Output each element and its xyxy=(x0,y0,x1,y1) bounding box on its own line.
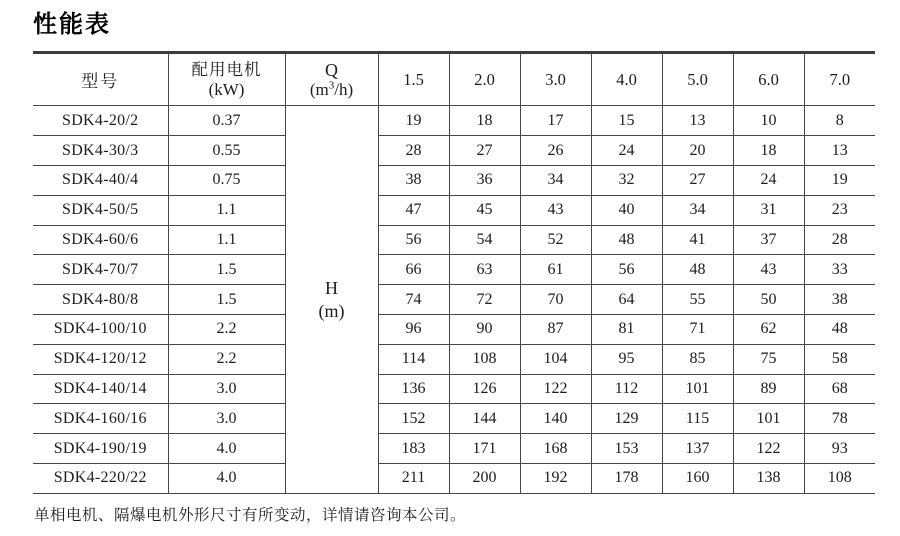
head-value-cell: 27 xyxy=(662,165,733,195)
head-value-cell: 108 xyxy=(449,344,520,374)
head-value-cell: 171 xyxy=(449,434,520,464)
head-value-cell: 168 xyxy=(520,434,591,464)
motor-power-cell: 2.2 xyxy=(168,314,285,344)
model-cell: SDK4-160/16 xyxy=(33,404,168,434)
model-cell: SDK4-220/22 xyxy=(33,463,168,493)
table-row xyxy=(33,463,875,493)
motor-power-cell: 0.37 xyxy=(168,106,285,136)
head-value-cell: 43 xyxy=(733,255,804,285)
head-value-cell: 13 xyxy=(662,106,733,136)
motor-power-cell: 1.1 xyxy=(168,195,285,225)
head-value-cell: 34 xyxy=(662,195,733,225)
head-value-cell: 37 xyxy=(733,225,804,255)
head-value-cell: 31 xyxy=(733,195,804,225)
head-value-cell: 114 xyxy=(378,344,449,374)
head-value-cell: 10 xyxy=(733,106,804,136)
table-row xyxy=(33,255,875,285)
head-value-cell: 140 xyxy=(520,404,591,434)
head-value-cell: 90 xyxy=(449,314,520,344)
head-value-cell: 152 xyxy=(378,404,449,434)
table-header xyxy=(33,53,875,106)
head-unit: (m) xyxy=(318,300,345,321)
head-value-cell: 200 xyxy=(449,463,520,493)
motor-power-unit: (kW) xyxy=(208,79,245,99)
head-value-cell: 24 xyxy=(591,136,662,166)
motor-power-cell: 4.0 xyxy=(168,463,285,493)
head-value-cell: 78 xyxy=(804,404,875,434)
head-value-cell: 18 xyxy=(449,106,520,136)
header-row xyxy=(33,53,875,106)
head-value-cell: 48 xyxy=(591,225,662,255)
table-row xyxy=(33,165,875,195)
model-cell: SDK4-140/14 xyxy=(33,374,168,404)
head-value-cell: 178 xyxy=(591,463,662,493)
head-value-cell: 56 xyxy=(591,255,662,285)
head-value-cell: 66 xyxy=(378,255,449,285)
head-value-cell: 95 xyxy=(591,344,662,374)
head-value-cell: 85 xyxy=(662,344,733,374)
head-value-cell: 96 xyxy=(378,314,449,344)
head-value-cell: 38 xyxy=(378,165,449,195)
model-cell: SDK4-70/7 xyxy=(33,255,168,285)
head-value-cell: 81 xyxy=(591,314,662,344)
model-cell: SDK4-100/10 xyxy=(33,314,168,344)
head-value-cell: 48 xyxy=(662,255,733,285)
col-header-flow-5-0: 5.0 xyxy=(662,53,733,106)
head-value-cell: 43 xyxy=(520,195,591,225)
col-header-flow-3-0: 3.0 xyxy=(520,53,591,106)
col-header-flow-1-5: 1.5 xyxy=(378,53,449,106)
head-value-cell: 101 xyxy=(662,374,733,404)
model-cell: SDK4-60/6 xyxy=(33,225,168,255)
head-value-cell: 126 xyxy=(449,374,520,404)
head-value-cell: 122 xyxy=(733,434,804,464)
motor-power-cell: 1.1 xyxy=(168,225,285,255)
head-value-cell: 28 xyxy=(378,136,449,166)
head-value-cell: 183 xyxy=(378,434,449,464)
head-value-cell: 19 xyxy=(378,106,449,136)
head-merged-cell xyxy=(285,106,378,493)
table-row xyxy=(33,314,875,344)
table-row xyxy=(33,106,875,136)
model-cell: SDK4-80/8 xyxy=(33,285,168,315)
head-value-cell: 144 xyxy=(449,404,520,434)
head-value-cell: 19 xyxy=(804,165,875,195)
col-header-flow-4-0: 4.0 xyxy=(591,53,662,106)
head-value-cell: 87 xyxy=(520,314,591,344)
motor-power-cell: 1.5 xyxy=(168,285,285,315)
col-header-motor-power xyxy=(168,53,285,106)
head-value-cell: 104 xyxy=(520,344,591,374)
head-value-cell: 58 xyxy=(804,344,875,374)
head-value-cell: 41 xyxy=(662,225,733,255)
col-header-flow-q xyxy=(285,53,378,106)
table-row xyxy=(33,374,875,404)
head-value-cell: 101 xyxy=(733,404,804,434)
head-value-cell: 115 xyxy=(662,404,733,434)
head-value-cell: 38 xyxy=(804,285,875,315)
motor-power-cell: 3.0 xyxy=(168,404,285,434)
head-value-cell: 108 xyxy=(804,463,875,493)
motor-power-cell: 2.2 xyxy=(168,344,285,374)
head-value-cell: 72 xyxy=(449,285,520,315)
head-value-cell: 137 xyxy=(662,434,733,464)
motor-power-label: 配用电机 xyxy=(191,59,262,79)
head-value-cell: 70 xyxy=(520,285,591,315)
model-cell: SDK4-20/2 xyxy=(33,106,168,136)
head-value-cell: 192 xyxy=(520,463,591,493)
col-header-flow-2-0: 2.0 xyxy=(449,53,520,106)
head-value-cell: 8 xyxy=(804,106,875,136)
head-value-cell: 93 xyxy=(804,434,875,464)
head-value-cell: 54 xyxy=(449,225,520,255)
head-value-cell: 75 xyxy=(733,344,804,374)
table-row xyxy=(33,285,875,315)
col-header-flow-6-0: 6.0 xyxy=(733,53,804,106)
motor-power-cell: 4.0 xyxy=(168,434,285,464)
head-value-cell: 52 xyxy=(520,225,591,255)
head-value-cell: 28 xyxy=(804,225,875,255)
head-value-cell: 50 xyxy=(733,285,804,315)
table-row xyxy=(33,344,875,374)
table-row xyxy=(33,434,875,464)
head-value-cell: 153 xyxy=(591,434,662,464)
head-symbol: H xyxy=(325,278,338,299)
head-value-cell: 64 xyxy=(591,285,662,315)
head-value-cell: 89 xyxy=(733,374,804,404)
head-value-cell: 74 xyxy=(378,285,449,315)
flow-q-unit: $(m^3/h)$ xyxy=(309,79,354,100)
head-value-cell: 23 xyxy=(804,195,875,225)
motor-power-cell: 1.5 xyxy=(168,255,285,285)
footnote: 单相电机、隔爆电机外形尺寸有所变动，详情请咨询本公司。 xyxy=(34,506,467,524)
table-row xyxy=(33,136,875,166)
table-row xyxy=(33,225,875,255)
head-value-cell: 68 xyxy=(804,374,875,404)
head-value-cell: 56 xyxy=(378,225,449,255)
performance-table xyxy=(33,51,875,493)
head-value-cell: 48 xyxy=(804,314,875,344)
table-row xyxy=(33,195,875,225)
head-value-cell: 61 xyxy=(520,255,591,285)
model-cell: SDK4-30/3 xyxy=(33,136,168,166)
head-value-cell: 122 xyxy=(520,374,591,404)
head-value-cell: 71 xyxy=(662,314,733,344)
head-value-cell: 62 xyxy=(733,314,804,344)
head-value-cell: 160 xyxy=(662,463,733,493)
head-value-cell: 20 xyxy=(662,136,733,166)
head-value-cell: 211 xyxy=(378,463,449,493)
head-value-cell: 55 xyxy=(662,285,733,315)
head-value-cell: 26 xyxy=(520,136,591,166)
model-cell: SDK4-50/5 xyxy=(33,195,168,225)
head-value-cell: 34 xyxy=(520,165,591,195)
motor-power-cell: 0.75 xyxy=(168,165,285,195)
head-value-cell: 18 xyxy=(733,136,804,166)
head-value-cell: 27 xyxy=(449,136,520,166)
head-value-cell: 24 xyxy=(733,165,804,195)
motor-power-cell: 3.0 xyxy=(168,374,285,404)
head-value-cell: 112 xyxy=(591,374,662,404)
head-value-cell: 129 xyxy=(591,404,662,434)
table-body xyxy=(33,106,875,493)
model-cell: SDK4-120/12 xyxy=(33,344,168,374)
head-value-cell: 138 xyxy=(733,463,804,493)
head-value-cell: 47 xyxy=(378,195,449,225)
flow-q-symbol: Q xyxy=(325,59,338,80)
head-value-cell: 32 xyxy=(591,165,662,195)
head-value-cell: 17 xyxy=(520,106,591,136)
col-header-flow-7-0: 7.0 xyxy=(804,53,875,106)
table-row xyxy=(33,404,875,434)
model-cell: SDK4-190/19 xyxy=(33,434,168,464)
head-value-cell: 63 xyxy=(449,255,520,285)
head-value-cell: 33 xyxy=(804,255,875,285)
head-value-cell: 13 xyxy=(804,136,875,166)
head-value-cell: 36 xyxy=(449,165,520,195)
head-value-cell: 40 xyxy=(591,195,662,225)
head-value-cell: 45 xyxy=(449,195,520,225)
head-value-cell: 15 xyxy=(591,106,662,136)
head-value-cell: 136 xyxy=(378,374,449,404)
page-title: 性能表 xyxy=(33,11,111,38)
motor-power-cell: 0.55 xyxy=(168,136,285,166)
model-cell: SDK4-40/4 xyxy=(33,165,168,195)
col-header-model: 型号 xyxy=(33,53,168,106)
